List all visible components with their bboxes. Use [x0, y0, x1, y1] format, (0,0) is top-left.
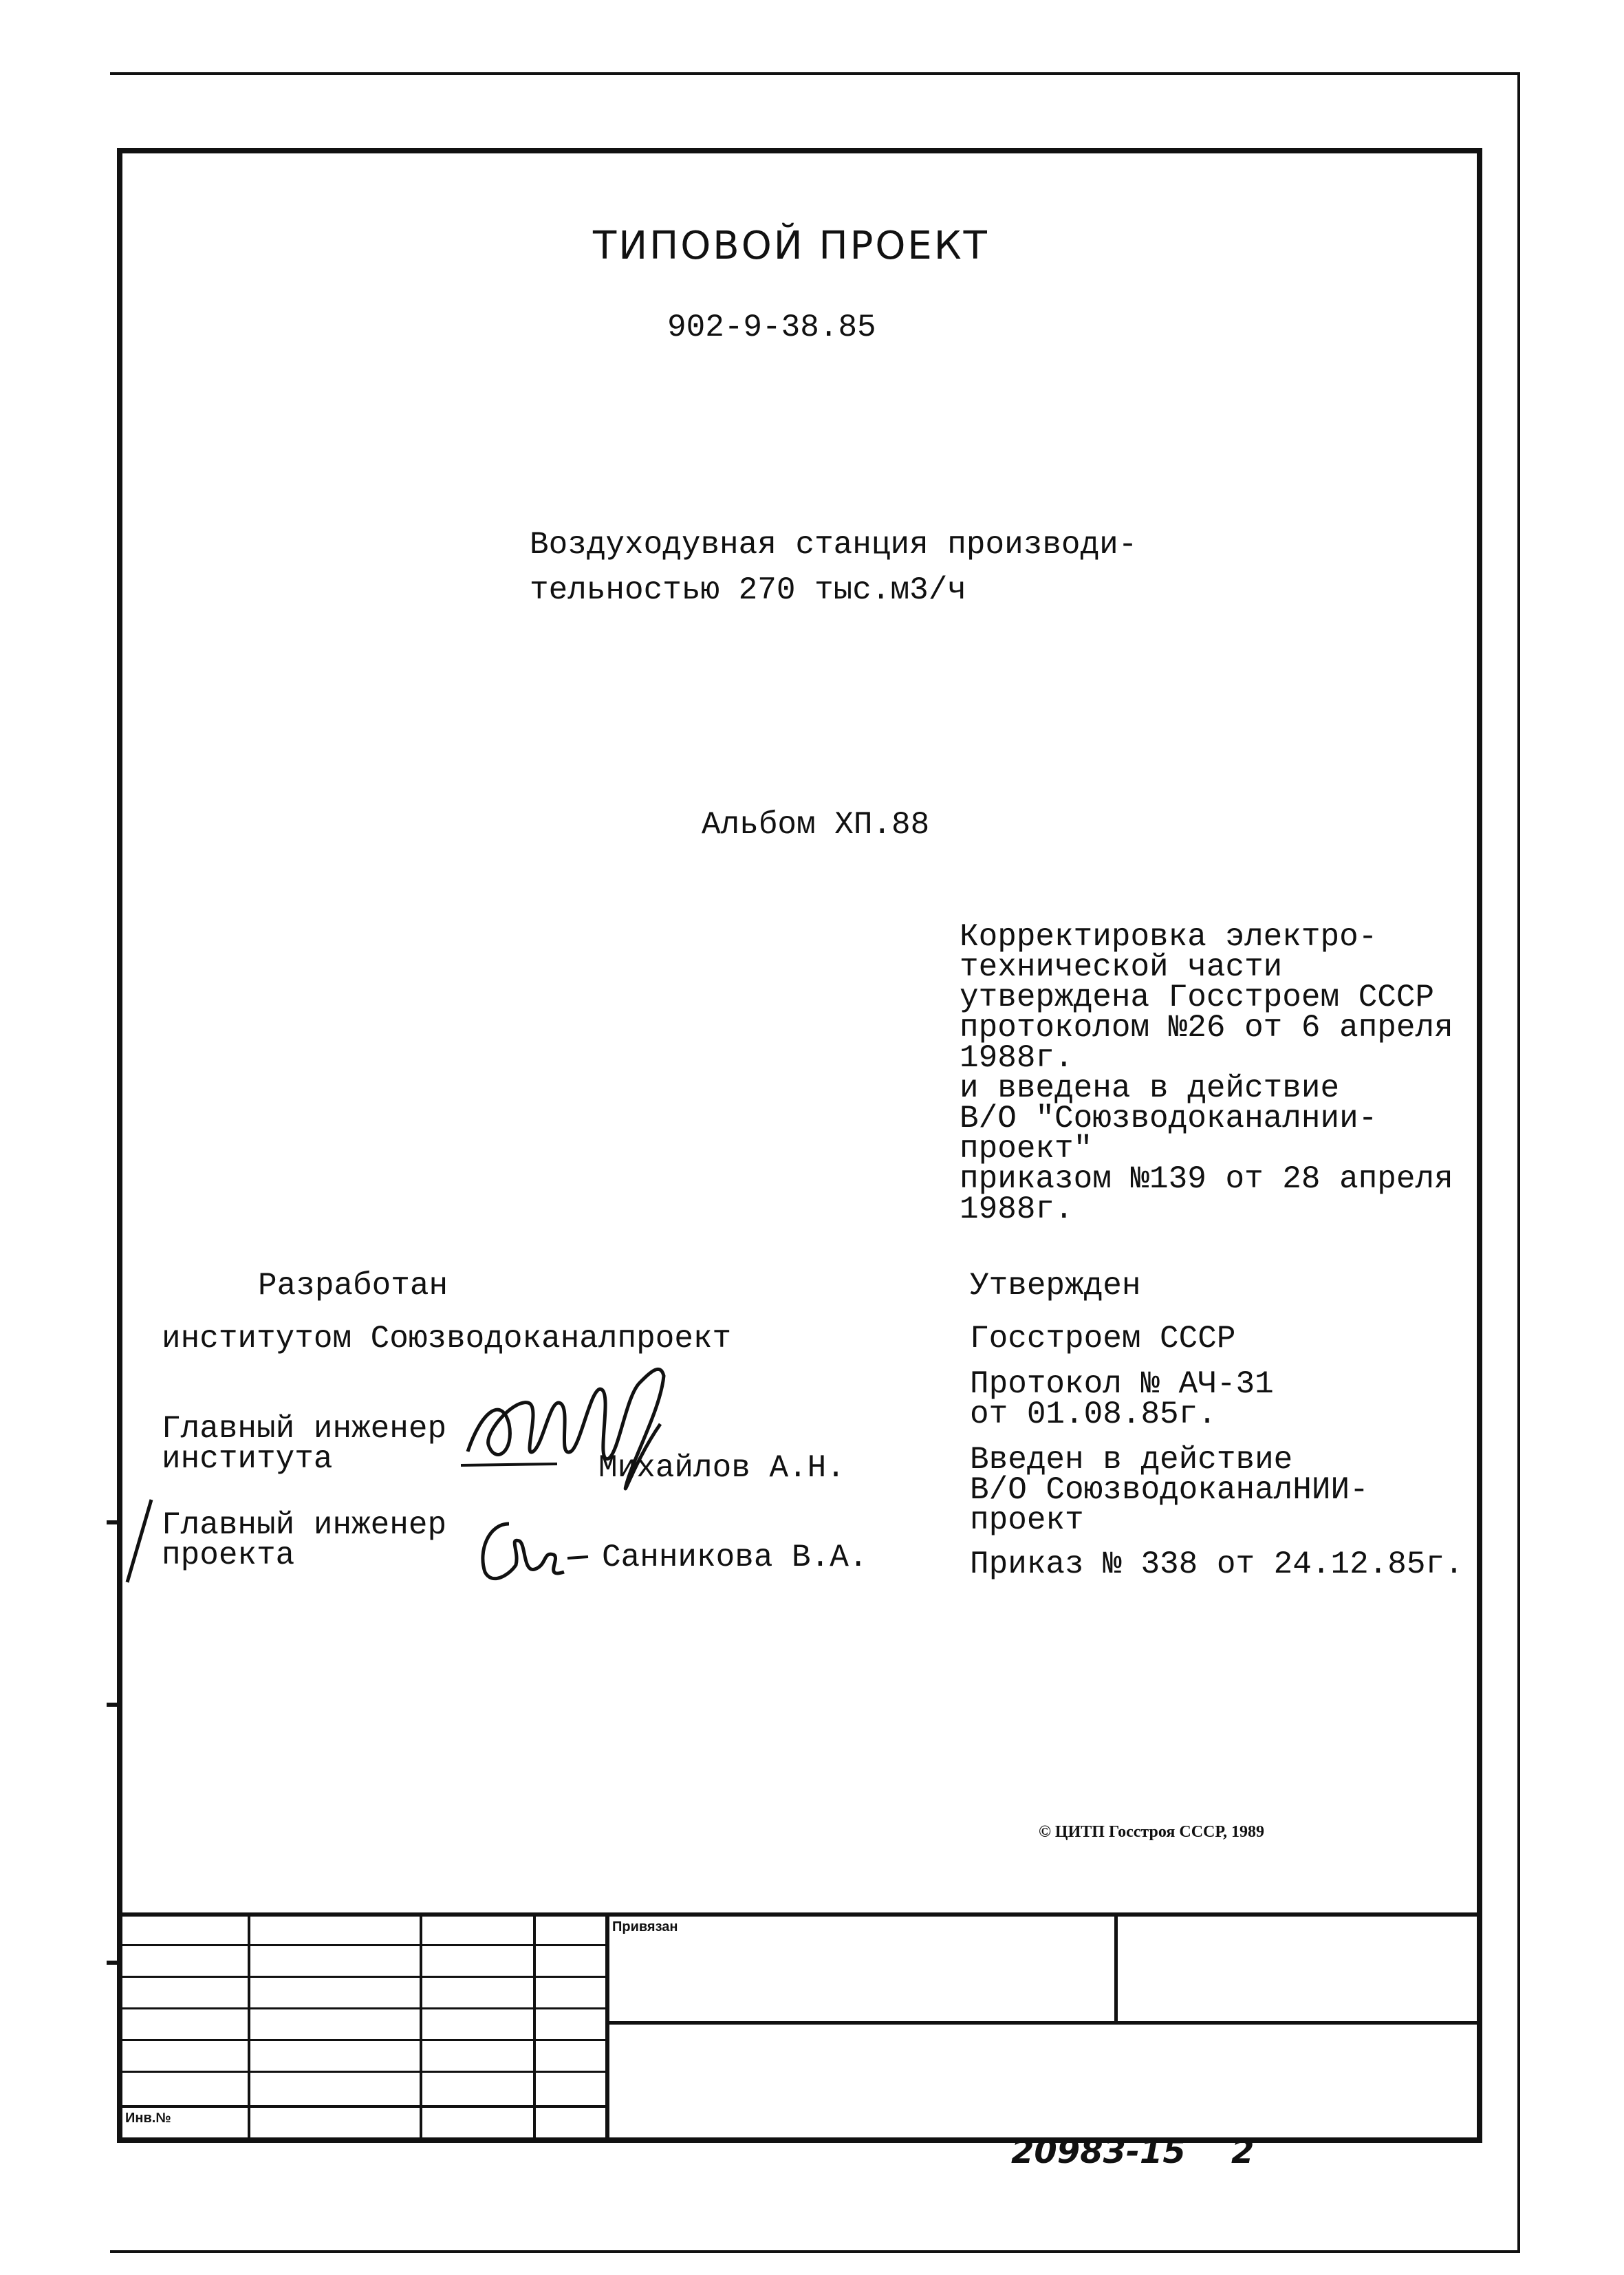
stamp-grid-h — [117, 1944, 607, 1946]
developed-organization: институтом Союзводоканалпроект — [162, 1321, 732, 1357]
enactment: Введен в действие В/О СоюзводоканалНИИ- проект — [970, 1442, 1369, 1538]
stamp-grid-h — [117, 2039, 607, 2041]
stamp-grid-h — [117, 2007, 607, 2009]
approval-protocol: Протокол № АЧ-31 от 01.08.85г. — [970, 1366, 1274, 1432]
outer-border-bottom — [110, 2250, 1520, 2253]
margin-tick — [107, 1961, 122, 1965]
correction-line: протоколом №26 от 6 апреля — [960, 1010, 1453, 1046]
copyright: © ЦИТП Госстроя СССР, 1989 — [1039, 1823, 1265, 1841]
chief-engineer-project-name: Санникова В.А. — [602, 1540, 868, 1575]
stamp-grid-h — [117, 1976, 607, 1978]
description-line-2: тельностью 270 тыс.м3/ч — [530, 572, 966, 608]
correction-line: 1988г. — [960, 1040, 1074, 1076]
project-number: 902-9-38.85 — [667, 310, 876, 345]
stamp-grid-v — [533, 1912, 536, 2143]
correction-line: утверждена Госстроем СССР — [960, 980, 1435, 1015]
chief-engineer-institute-role: Главный инженер института — [162, 1411, 447, 1477]
page-number: 2 — [1231, 2133, 1255, 2171]
signature-sannikova — [468, 1510, 592, 1593]
developed-heading: Разработан — [258, 1268, 448, 1304]
stamp-right-v — [1114, 1912, 1118, 2023]
margin-tick — [107, 1703, 122, 1707]
project-description — [530, 528, 1137, 607]
inventory-number-label: Инв.№ — [125, 2111, 171, 2126]
correction-note — [960, 919, 1453, 1227]
outer-border-right — [1517, 72, 1520, 2253]
correction-line: проект" — [960, 1131, 1093, 1167]
correction-line: приказом №139 от 28 апреля — [960, 1161, 1453, 1197]
outer-border-top — [110, 72, 1520, 75]
correction-line: В/О "Союзводоканалнии- — [960, 1101, 1378, 1136]
description-line-1: Воздуходувная станция производи- — [530, 527, 1138, 563]
approved-by: Госстроем СССР — [970, 1321, 1236, 1357]
stamp-grid-v — [420, 1912, 422, 2143]
stamp-grid-v — [248, 1912, 250, 2143]
document-code: 20983-15 — [1011, 2133, 1186, 2171]
document-title: ТИПОВОЙ ПРОЕКТ — [593, 224, 989, 268]
correction-line: технической части — [960, 949, 1283, 985]
chief-engineer-institute-name: Михайлов А.Н. — [598, 1450, 845, 1486]
stamp-right-h — [607, 2021, 1482, 2025]
album-number: Альбом ХП.88 — [702, 807, 930, 843]
linked-label: Привязан — [612, 1919, 678, 1934]
approval-order: Приказ № 338 от 24.12.85г. — [970, 1546, 1464, 1582]
signature-mikhailov — [454, 1355, 715, 1507]
stamp-grid-h — [117, 2071, 607, 2073]
chief-engineer-project-role: Главный инженер проекта — [162, 1507, 447, 1573]
correction-line: Корректировка электро- — [960, 919, 1378, 955]
stamp-grid-v — [605, 1912, 609, 2143]
margin-slash — [117, 1493, 158, 1589]
stamp-top-line — [117, 1912, 1482, 1917]
stamp-grid-h — [117, 2105, 607, 2108]
correction-line: и введена в действие — [960, 1070, 1340, 1106]
approved-heading: Утвержден — [970, 1268, 1141, 1304]
correction-line: 1988г. — [960, 1192, 1074, 1227]
